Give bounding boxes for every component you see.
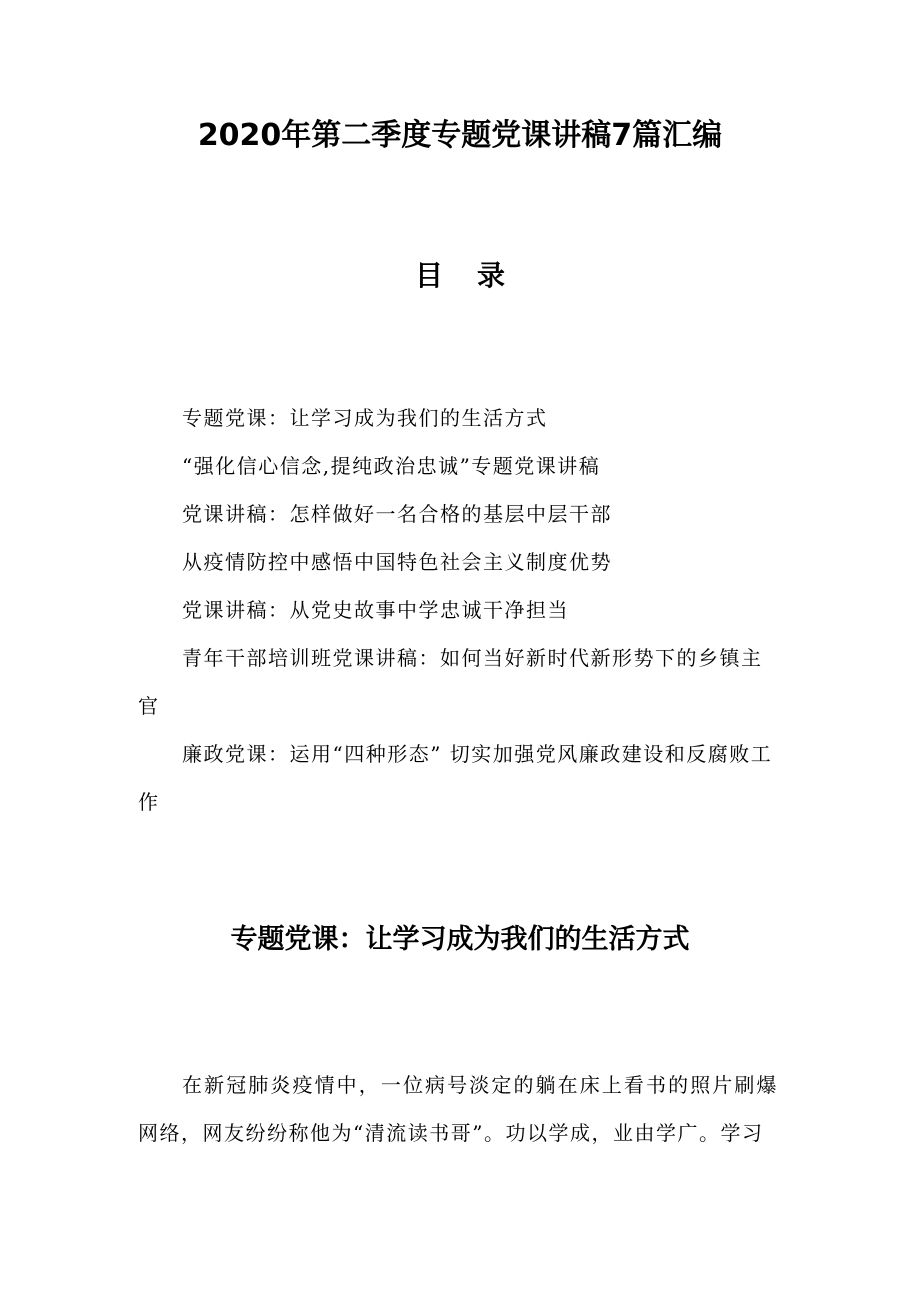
toc-item: 廉政党课：运用“四种形态” 切实加强党风廉政建设和反腐败工作	[138, 742, 773, 814]
toc-item: 党课讲稿：怎样做好一名合格的基层中层干部	[182, 502, 612, 526]
document-title: 2020年第二季度专题党课讲稿7篇汇编	[197, 118, 723, 153]
toc-item: “强化信心信念,提纯政治忠诚”专题党课讲稿	[182, 454, 601, 478]
body-paragraph: 在新冠肺炎疫情中，一位病号淡定的躺在床上看书的照片刷爆网络，网友纷纷称他为“清流读书哥”。功以学成，业由学广。学习	[138, 1073, 778, 1145]
toc-item: 青年干部培训班党课讲稿：如何当好新时代新形势下的乡镇主官	[138, 646, 763, 718]
table-of-contents	[138, 394, 778, 826]
toc-item: 专题党课：让学习成为我们的生活方式	[182, 406, 548, 430]
toc-item: 党课讲稿：从党史故事中学忠诚干净担当	[182, 598, 569, 622]
section-title: 专题党课：让学习成为我们的生活方式	[230, 924, 690, 955]
toc-item: 从疫情防控中感悟中国特色社会主义制度优势	[182, 550, 612, 574]
toc-heading: 目录	[414, 259, 539, 292]
